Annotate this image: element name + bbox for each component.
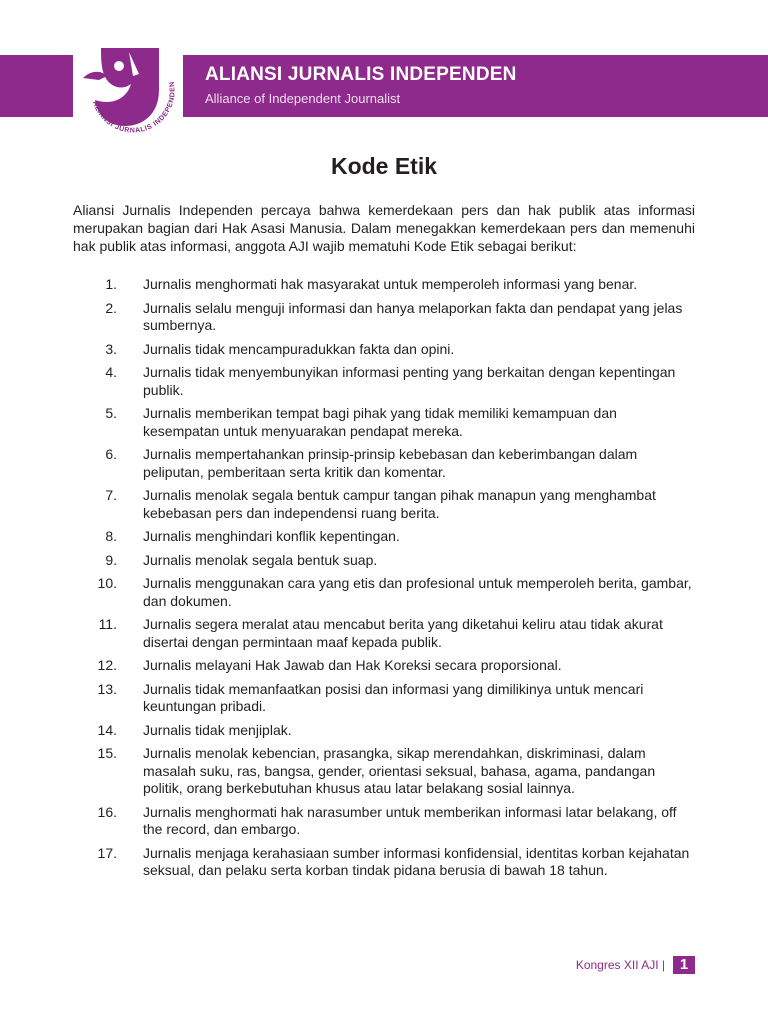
item-text: Jurnalis segera meralat atau mencabut berita yang diketahui keliru atau tidak akurat disertai dengan permintaan maaf kepada publik.	[143, 616, 663, 650]
item-text: Jurnalis menghormati hak narasumber untuk memberikan informasi latar belakang, off the record, dan embargo.	[143, 803, 677, 837]
item-number: 3.	[105, 340, 117, 357]
logo-arc-text: ALIANSI JURNALIS INDEPENDEN	[91, 80, 177, 135]
item-number: 6.	[105, 446, 117, 462]
list-item	[73, 341, 695, 359]
org-name: ALIANSI JURNALIS INDEPENDEN	[205, 64, 517, 85]
item-text: Jurnalis tidak mencampuradukkan fakta dan opini.	[143, 340, 455, 357]
list-item	[73, 575, 695, 610]
item-text: Jurnalis menolak segala bentuk suap.	[143, 551, 378, 568]
footer-label: Kongres XII AJI |	[575, 958, 665, 972]
list-item	[73, 364, 695, 399]
item-number: 9.	[105, 551, 117, 568]
item-number: 7.	[105, 487, 117, 503]
list-item	[73, 804, 695, 839]
item-number: 8.	[105, 528, 117, 544]
item-text: Jurnalis menghormati hak masyarakat untuk memperoleh informasi yang benar.	[143, 276, 638, 292]
item-number: 10.	[97, 575, 117, 591]
list-item	[73, 681, 695, 716]
item-number: 15.	[97, 745, 117, 761]
page-title: Kode Etik	[330, 153, 438, 179]
item-text: Jurnalis tidak memanfaatkan posisi dan informasi yang dimilikinya untuk mencari keuntungan pribadi.	[143, 680, 644, 714]
item-text: Jurnalis menolak kebencian, prasangka, sikap merendahkan, diskriminasi, dalam masalah suku, ras, bangsa, gender, orientasi seksual, bahasa, agama, pandangan politik, orang berkebutuhan khusus atau latar belakang sosial lainnya.	[143, 745, 656, 796]
item-text: Jurnalis selalu menguji informasi dan hanya melaporkan fakta dan pendapat yang jelas sumbernya.	[143, 299, 683, 333]
list-item	[73, 745, 695, 798]
item-text: Jurnalis menolak segala bentuk campur tangan pihak manapun yang menghambat kebebasan pers dan independensi ruang berita.	[143, 487, 656, 521]
aji-logo	[73, 40, 183, 138]
item-number: 4.	[105, 364, 117, 380]
item-number: 12.	[97, 657, 117, 673]
list-item	[73, 616, 695, 651]
dove-pen-logo-icon	[73, 40, 183, 138]
item-text: Jurnalis tidak menyembunyikan informasi penting yang berkaitan dengan kepentingan publik.	[143, 364, 676, 398]
list-item	[73, 300, 695, 335]
item-number: 1.	[105, 276, 117, 292]
intro-paragraph: Aliansi Jurnalis Independen percaya bahwa kemerdekaan pers dan hak publik atas informasi merupakan bagian dari Hak Asasi Manusia. Dalam menegakkan kemerdekaan pers dan memenuhi hak publik atas informasi, anggota AJI wajib mematuhi Kode Etik sebagai berikut:	[73, 202, 695, 254]
list-item	[73, 552, 695, 570]
item-number: 5.	[105, 405, 117, 421]
list-item	[73, 446, 695, 481]
item-text: Jurnalis tidak menjiplak.	[143, 721, 292, 738]
list-item	[73, 657, 695, 675]
org-subtitle: Alliance of Independent Journalist	[205, 91, 401, 106]
list-item	[73, 487, 695, 522]
item-number: 11.	[98, 616, 117, 632]
item-number: 16.	[97, 803, 117, 820]
item-text: Jurnalis menggunakan cara yang etis dan profesional untuk memperoleh berita, gambar, dan dokumen.	[143, 575, 692, 609]
code-of-ethics-list	[73, 276, 695, 886]
list-item	[73, 276, 695, 294]
page-number: 1	[673, 956, 695, 974]
item-number: 17.	[97, 844, 117, 861]
item-text: Jurnalis melayani Hak Jawab dan Hak Koreksi secara proporsional.	[143, 657, 562, 673]
item-text: Jurnalis menghindari konflik kepentingan.	[143, 528, 400, 544]
list-item	[73, 722, 695, 740]
list-item	[73, 528, 695, 546]
item-number: 14.	[97, 721, 117, 738]
item-text: Jurnalis menjaga kerahasiaan sumber informasi konfidensial, identitas korban kejahatan seksual, dan pelaku serta korban tindak pidana berusia di bawah 18 tahun.	[143, 844, 690, 878]
item-text: Jurnalis memberikan tempat bagi pihak yang tidak memiliki kemampuan dan kesempatan untuk menyuarakan pendapat mereka.	[143, 405, 617, 439]
item-number: 2.	[105, 299, 117, 316]
item-text: Jurnalis mempertahankan prinsip-prinsip kebebasan dan keberimbangan dalam peliputan, pemberitaan serta kritik dan komentar.	[143, 446, 638, 480]
list-item	[73, 405, 695, 440]
item-number: 13.	[97, 680, 117, 697]
list-item	[73, 845, 695, 880]
page-footer	[576, 956, 695, 974]
